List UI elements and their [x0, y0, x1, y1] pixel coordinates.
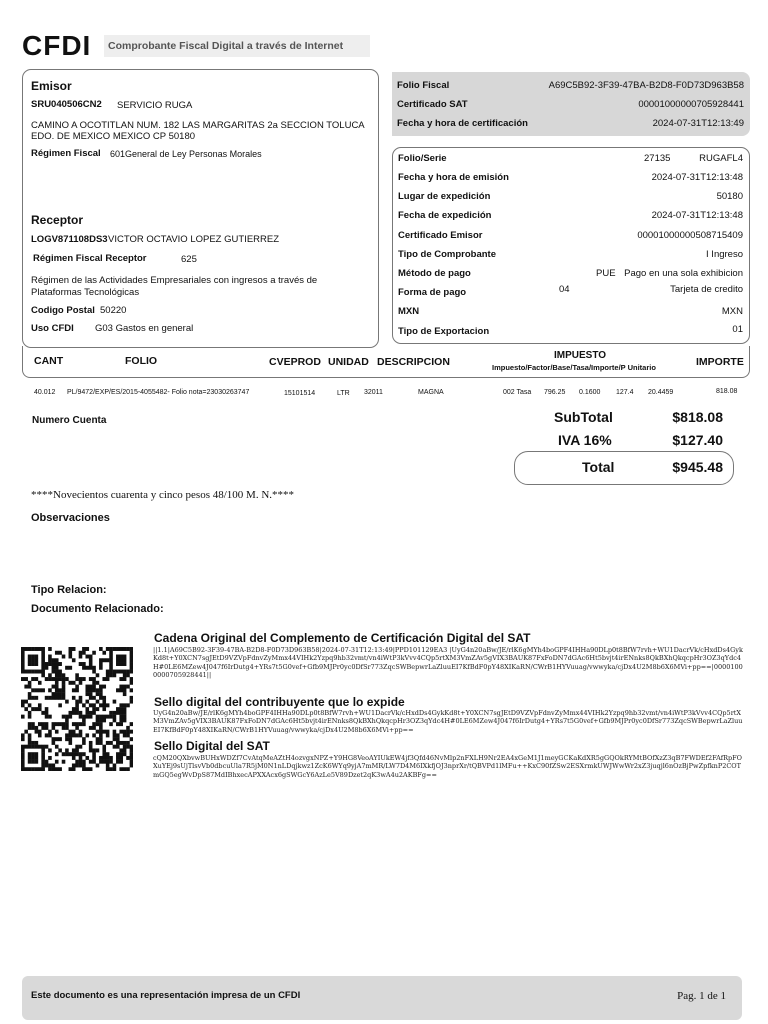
cert-emisor-label: Certificado Emisor — [398, 230, 483, 241]
emisor-rfc: SRU040506CN2 — [31, 99, 102, 110]
exportacion-value: 01 — [732, 324, 743, 335]
row-cveprod: 15101514 — [284, 390, 316, 397]
fecha-emision-label: Fecha y hora de emisión — [398, 172, 509, 183]
row-unidad: LTR — [337, 390, 350, 397]
forma-code: 04 — [559, 284, 570, 295]
row-precio: 20.4459 — [648, 389, 674, 396]
cert-emisor-value: 00001000000508715409 — [637, 230, 743, 241]
col-unidad: UNIDAD — [328, 356, 369, 368]
row-importe: 818.08 — [716, 388, 738, 395]
forma-desc: Tarjeta de credito — [670, 284, 743, 295]
folio-value: 27135 — [644, 153, 671, 164]
sello-sat-title: Sello Digital del SAT — [154, 739, 270, 753]
observaciones-label: Observaciones — [31, 512, 110, 524]
emisor-title: Emisor — [31, 79, 72, 93]
table-row — [0, 389, 768, 401]
col-cant: CANT — [34, 355, 64, 367]
emisor-name: SERVICIO RUGA — [117, 100, 193, 111]
row-clave: 32011 — [364, 389, 383, 396]
folio-fiscal-value: A69C5B92-3F39-47BA-B2D8-F0D73D963B58 — [548, 80, 744, 91]
exportacion-label: Tipo de Exportacion — [398, 326, 490, 337]
qr-code-graphic — [21, 647, 133, 771]
emisor-address-line2: EDO. DE MEXICO MEXICO CP 50180 — [31, 131, 196, 142]
folio-fiscal-label: Folio Fiscal — [397, 80, 450, 91]
total-label: Total — [582, 459, 615, 475]
folio-serie-label: Folio/Serie — [398, 153, 447, 164]
row-importe-impuesto: 127.4 — [616, 389, 634, 396]
qr-code — [21, 647, 133, 771]
fecha-exp-value: 2024-07-31T12:13:48 — [651, 210, 743, 221]
row-cant: 40.012 — [34, 389, 56, 396]
cadena-title: Cadena Original del Complemento de Certificación Digital del SAT — [154, 631, 531, 645]
col-impuesto-sub: Impuesto/Factor/Base/Tasa/Importe/P Unitario — [492, 363, 656, 372]
moneda-value: MXN — [721, 306, 743, 317]
subtotal-value: $818.08 — [672, 409, 723, 425]
iva-label: IVA 16% — [558, 432, 612, 448]
row-descripcion: MAGNA — [418, 389, 444, 396]
col-importe: IMPORTE — [696, 356, 744, 368]
lugar-value: 50180 — [716, 191, 743, 202]
metodo-label: Método de pago — [398, 268, 471, 279]
serie-value: RUGAFL4 — [699, 153, 743, 164]
receptor-cp-label: Codigo Postal — [31, 305, 95, 316]
col-folio: FOLIO — [125, 355, 158, 367]
moneda-label: MXN — [398, 306, 420, 317]
row-folio: PL/9472/EXP/ES/2015-4055482- Folio nota=23030263747 — [67, 389, 250, 396]
tipo-relacion-label: Tipo Relacion: — [31, 584, 107, 596]
fecha-cert-value: 2024-07-31T12:13:49 — [652, 118, 744, 129]
sello-sat-text: cQM20QXbvwBUHxWDZf7CvAtqMeAZtH4ozvgxNPZ+Y9HG8VeoAYIUkEW4jf3Qfd46NvMlp2nFXLH9Nr2EA4xGeM1J1meyGCKaKdXR5gGQOkRYMtBOfXzZ3qB7FWDEf2FAfRpFOXuYEj9sUjTlsvVb0dbcuUla7R5jM0N1nLDqjkwz1ZcK6WYq9yjA7mMR/LW7D4M6IXkfjOJ3nprXr/tQBVPd1lMFu++KxC90fZSw2ESXrmkUWJWwWr2xZ3juqjl6nOzBjPwZpfknP2COTmGQ5egWvDpS87MdIBhxecAPXXAcx6gSWGcY6AzLe5V89Dzet2qK3wA4u2AKBFg== — [153, 754, 742, 779]
metodo-code: PUE — [596, 268, 616, 279]
page-footer — [22, 976, 742, 1020]
col-descripcion: DESCRIPCION — [377, 356, 450, 368]
receptor-cp-value: 50220 — [100, 305, 127, 316]
cert-sat-label: Certificado SAT — [397, 99, 468, 110]
fecha-emision-value: 2024-07-31T12:13:48 — [651, 172, 743, 183]
cert-sat-value: 00001000000705928441 — [638, 99, 744, 110]
amount-in-words: ****Novecientos cuarenta y cinco pesos 48/100 M. N.**** — [31, 489, 295, 501]
total-value: $945.48 — [672, 459, 723, 475]
table-header — [22, 346, 750, 378]
cfdi-subtitle: Comprobante Fiscal Digital a través de Internet — [104, 35, 370, 57]
receptor-regimen-code: 625 — [181, 254, 197, 265]
receptor-name: VICTOR OCTAVIO LOPEZ GUTIERREZ — [108, 234, 280, 245]
lugar-label: Lugar de expedición — [398, 191, 491, 202]
sello-contribuyente-title: Sello digital del contribuyente que lo expide — [154, 695, 405, 709]
receptor-uso-value: G03 Gastos en general — [95, 323, 194, 334]
row-base: 796.25 — [544, 389, 566, 396]
iva-value: $127.40 — [672, 432, 723, 448]
emisor-regimen-label: Régimen Fiscal — [31, 148, 101, 159]
footer-page: Pag. 1 de 1 — [677, 990, 726, 1002]
col-impuesto: IMPUESTO — [554, 350, 607, 361]
tipo-label: Tipo de Comprobante — [398, 249, 496, 260]
fiscal-info-panel — [392, 72, 750, 136]
forma-label: Forma de pago — [398, 287, 467, 298]
receptor-regimen-desc-line1: Régimen de las Actividades Empresariales con ingresos a través de — [31, 275, 318, 286]
doc-relacionado-label: Documento Relacionado: — [31, 603, 164, 615]
metodo-desc: Pago en una sola exhibicion — [624, 268, 743, 279]
row-impuesto: 002 Tasa — [503, 389, 532, 396]
cadena-text: ||1.1|A69C5B92-3F39-47BA-B2D8-F0D73D963B58|2024-07-31T12:13:49|PPD101129EA3 |UyG4n20aBw/JE/rlK6gMYh4boGPF4IHHa90DLp0t8BfW7rvh+WU1DacrVk/cHxdDs4GykKd8t+Y0XCN7sgJEtD9VZVpFdnvZyMmx44VIHk2Yzpq9hb32vmt/vn4iWtP3kVvv4CQp5rtXM3VmZAv5gVIX3BAUK87FxFoDN7dGAc6Ht5bvjt4irENnks8QkBXhQkqcpHr3OZ3qYdc4H#0LE6MZew4J047f6IrDutg4+YRs7t5G0vef+Gfb9MJPr0yc0DfSr773ZqcSWBepwrLaZluuEI7KfBdF0pY48XIKaRN/CWrB1HYVuuag/vwwyka/cjDx4U2M8b6X6MVi+pp==|00001000000705928441|| — [153, 646, 743, 679]
comprobante-box — [392, 147, 750, 344]
receptor-uso-label: Uso CFDI — [31, 323, 74, 334]
cfdi-logo: CFDI — [22, 30, 92, 61]
row-tasa: 0.1600 — [579, 389, 601, 396]
numero-cuenta-label: Numero Cuenta — [32, 415, 107, 426]
fecha-cert-label: Fecha y hora de certificación — [397, 118, 528, 129]
col-cveprod: CVEPROD — [269, 356, 321, 368]
sello-contribuyente-text: UyG4n20aBw/JE/rlK6gMYh4boGPF4IHHa90DLp0t8BfW7rvh+WU1DacrVk/cHxdDs4GykKd8t+Y0XCN7sgJEtD9VZVpFdnvZyMmx44VIHk2Yzpq9hb32vmt/vn4iWtP3kVvv4CQp5rtXM3VmZAv5gVIX3BAUK87FxFoDN7dGAc6Ht5bvjt4irENnks8QkBXhQkqcpHr3OZ3qYdc4H#0LE6MZew4J047f6IrDutg4+YRs7t5G0vef+Gfb9MJPr0yc0DfSr773ZqcSWBepwrLaZluuEI7KfBdF0pY48XIKaRN/CWrB1HYVuuag/vwwyka/cjDx4U2M8b6X6MVi+pp== — [153, 709, 743, 734]
emisor-regimen-value: 601General de Ley Personas Morales — [110, 149, 262, 159]
tipo-value: I Ingreso — [706, 249, 743, 260]
footer-note: Este documento es una representación impresa de un CFDI — [31, 990, 301, 1001]
receptor-regimen-label: Régimen Fiscal Receptor — [33, 253, 147, 264]
emisor-address-line1: CAMINO A OCOTITLAN NUM. 182 LAS MARGARITAS 2a SECCION TOLUCA — [31, 120, 365, 131]
fecha-exp-label: Fecha de expedición — [398, 210, 492, 221]
receptor-regimen-desc-line2: Plataformas Tecnológicas — [31, 287, 140, 298]
receptor-rfc: LOGV871108DS3 — [31, 234, 108, 245]
receptor-title: Receptor — [31, 213, 84, 227]
subtotal-label: SubTotal — [554, 409, 613, 425]
